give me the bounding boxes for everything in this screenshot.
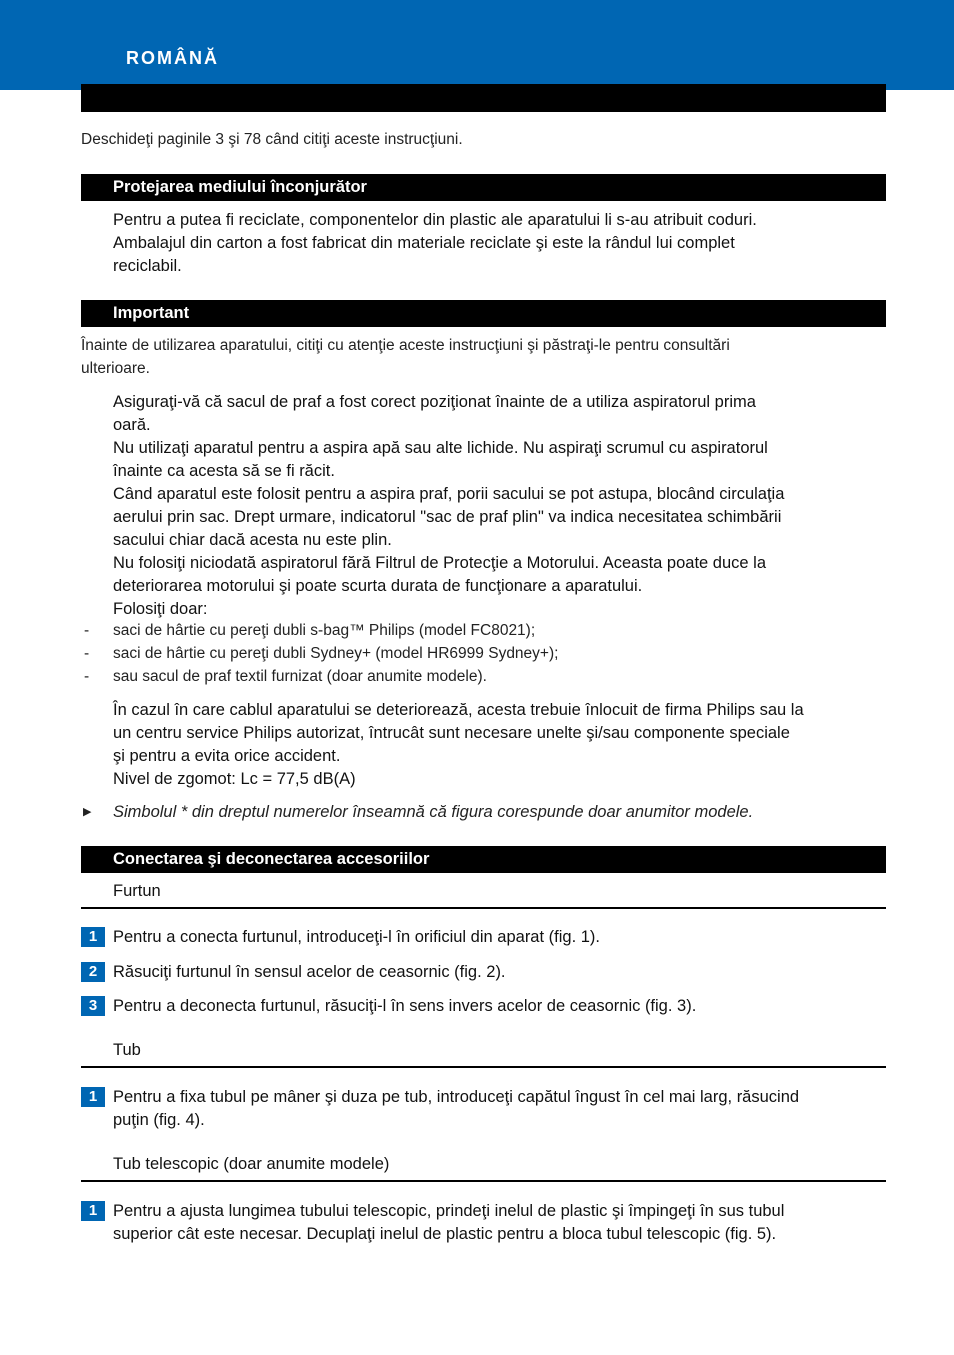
subheading-hose: Furtun bbox=[81, 880, 886, 909]
dash-icon: - bbox=[84, 622, 90, 639]
dash-icon: - bbox=[84, 668, 90, 685]
text-line: deteriorarea motorului şi poate scurta durata de funcţionare a aparatului. bbox=[113, 577, 643, 595]
subheading-telescopic-tube: Tub telescopic (doar anumite modele) bbox=[81, 1153, 886, 1182]
text-line: Nu utilizaţi aparatul pentru a aspira apă sau alte lichide. Nu aspiraţi scrumul cu aspiratorul bbox=[113, 439, 768, 457]
text-line: aerului prin sac. Drept urmare, indicatorul "sac de praf plin" va indica necesitatea schimbării bbox=[113, 508, 782, 526]
text-line: sacului chiar dacă acesta nu este plin. bbox=[113, 531, 392, 549]
tip-text: Simbolul * din dreptul numerelor înseamnă că figura corespunde doar anumitor modele. bbox=[113, 803, 754, 821]
text-line: În cazul în care cablul aparatului se deteriorează, acesta trebuie înlocuit de firma Philips sau la bbox=[113, 701, 804, 719]
text-line: Înainte de utilizarea aparatului, citiţi cu atenţie aceste instrucţiuni şi păstraţi-le pentru consultări bbox=[81, 337, 730, 354]
section-title-environment: Protejarea mediului înconjurător bbox=[81, 174, 886, 201]
text-line: Ambalajul din carton a fost fabricat din materiale reciclate şi este la rândul lui complet bbox=[113, 234, 735, 252]
step-number-badge: 1 bbox=[81, 927, 105, 947]
list-item-text: saci de hârtie cu pereţi dubli Sydney+ (model HR6999 Sydney+); bbox=[113, 645, 559, 662]
tip-note bbox=[81, 801, 886, 824]
step-number-badge: 1 bbox=[81, 1201, 105, 1221]
header-divider bbox=[81, 84, 886, 112]
header-bar bbox=[0, 0, 954, 90]
intro-text: Deschideţi paginile 3 şi 78 când citiţi aceste instrucţiuni. bbox=[81, 131, 463, 148]
step-item bbox=[81, 1200, 886, 1246]
text-line: oară. bbox=[113, 416, 151, 434]
step-number-badge: 1 bbox=[81, 1087, 105, 1107]
step-text: Răsuciţi furtunul în sensul acelor de ceasornic (fig. 2). bbox=[113, 963, 506, 981]
dash-icon: - bbox=[84, 645, 90, 662]
subheading-tube: Tub bbox=[81, 1039, 886, 1068]
bag-list bbox=[81, 619, 886, 688]
important-text-2 bbox=[113, 699, 888, 791]
text-line: reciclabil. bbox=[113, 257, 182, 275]
language-label: ROMÂNĂ bbox=[126, 48, 219, 68]
step-number-badge: 3 bbox=[81, 996, 105, 1016]
section-title-accessories: Conectarea şi deconectarea accesoriilor bbox=[81, 846, 886, 873]
step-item bbox=[81, 961, 886, 984]
text-line: un centru service Philips autorizat, întrucât sunt necesare unelte şi/sau componente speciale bbox=[113, 724, 790, 742]
text-line: înainte ca acesta să se fi răcit. bbox=[113, 462, 335, 480]
text-line: Nu folosiţi niciodată aspiratorul fără Filtrul de Protecţie a Motorului. Aceasta poate duce la bbox=[113, 554, 767, 572]
triangle-bullet-icon: ▶ bbox=[83, 806, 92, 818]
text-line: Asiguraţi-vă că sacul de praf a fost corect poziţionat înainte de a utiliza aspiratorul prima bbox=[113, 393, 756, 411]
list-item bbox=[81, 619, 886, 642]
list-item bbox=[81, 642, 886, 665]
text-line: Pentru a putea fi reciclate, componentelor din plastic ale aparatului li s-au atribuit coduri. bbox=[113, 211, 757, 229]
list-item-text: saci de hârtie cu pereţi dubli s-bag™ Philips (model FC8021); bbox=[113, 622, 536, 639]
step-item bbox=[81, 926, 886, 949]
step-text: Pentru a deconecta furtunul, răsuciţi-l în sens invers acelor de ceasornic (fig. 3). bbox=[113, 997, 697, 1015]
text-line: şi pentru a evita orice accident. bbox=[113, 747, 341, 765]
step-item bbox=[81, 995, 886, 1018]
text-line: Pentru a fixa tubul pe mâner şi duza pe tub, introduceţi capătul îngust în cel mai larg, răsucind bbox=[113, 1088, 800, 1106]
environment-text bbox=[113, 209, 888, 278]
text-line: puţin (fig. 4). bbox=[113, 1111, 205, 1129]
step-text bbox=[81, 1086, 886, 1132]
step-text bbox=[81, 1200, 886, 1246]
list-item bbox=[81, 665, 886, 688]
text-line: Când aparatul este folosit pentru a aspira praf, porii sacului se pot astupa, blocând circulaţia bbox=[113, 485, 785, 503]
important-intro bbox=[81, 334, 886, 380]
text-line: Folosiţi doar: bbox=[113, 600, 208, 618]
text-line: Pentru a ajusta lungimea tubului telescopic, prindeţi inelul de plastic şi împingeţi în sus tubul bbox=[113, 1202, 785, 1220]
text-line: superior cât este necesar. Decuplaţi inelul de plastic pentru a bloca tubul telescopic (fig. 5). bbox=[113, 1225, 777, 1243]
step-number-badge: 2 bbox=[81, 962, 105, 982]
important-text bbox=[113, 391, 888, 621]
text-line: Nivel de zgomot: Lc = 77,5 dB(A) bbox=[113, 770, 356, 788]
text-line: ulterioare. bbox=[81, 360, 150, 377]
step-text: Pentru a conecta furtunul, introduceţi-l în orificiul din aparat (fig. 1). bbox=[113, 928, 600, 946]
step-item bbox=[81, 1086, 886, 1132]
list-item-text: sau sacul de praf textil furnizat (doar anumite modele). bbox=[113, 668, 487, 685]
section-title-important: Important bbox=[81, 300, 886, 327]
